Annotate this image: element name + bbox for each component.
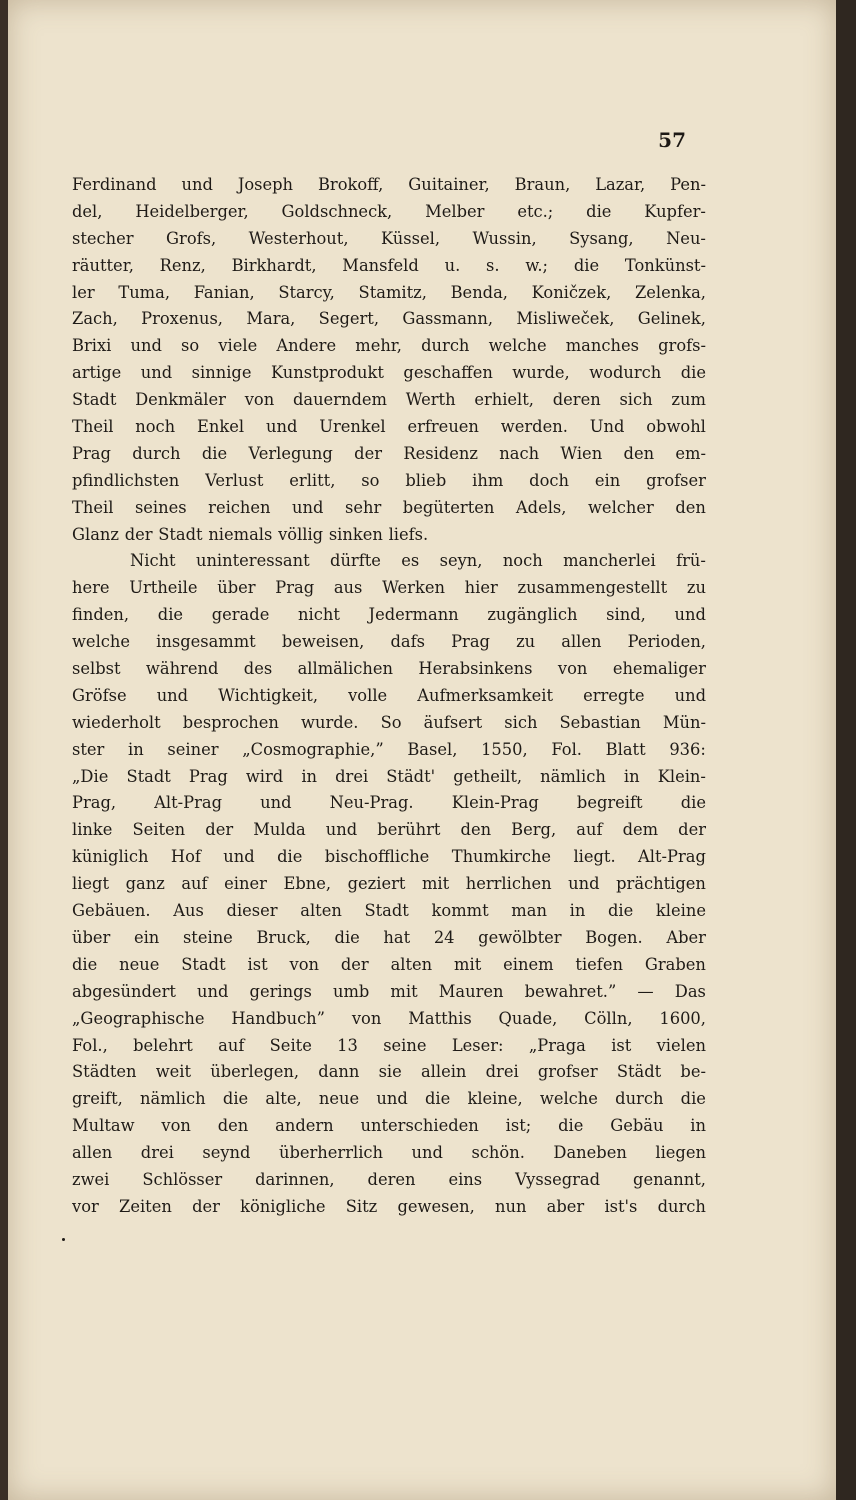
text-line: küniglich Hof und die bischoffliche Thumkirche liegt. Alt-Prag [72,847,706,867]
text-line: „Geographische Handbuch” von Matthis Quade, Cölln, 1600, [72,1008,706,1028]
ink-dot [62,1238,65,1241]
page-number: 57 [658,128,686,152]
text-line: Gebäuen. Aus dieser alten Stadt kommt man in die kleine [72,901,706,921]
text-line: Theil seines reichen und sehr begüterten Adels, welcher den [72,497,706,517]
text-line: ster in seiner „Cosmographie,” Basel, 1550, Fol. Blatt 936: [72,739,706,759]
text-line: artige und sinnige Kunstprodukt geschaffen wurde, wodurch die [72,363,706,383]
text-line: Ferdinand und Joseph Brokoff, Guitainer, Braun, Lazar, Pen- [72,175,706,194]
text-line: Brixi und so viele Andere mehr, durch welche manches grofs- [72,336,706,356]
text-line: linke Seiten der Mulda und berührt den Berg, auf dem der [72,820,706,840]
text-line: allen drei seynd überherrlich und schön. Daneben liegen [72,1143,706,1163]
text-line: Städten weit überlegen, dann sie allein drei grofser Städt be- [72,1062,706,1082]
text-line: vor Zeiten der königliche Sitz gewesen, nun aber ist's durch [72,1196,706,1216]
text-line: wiederholt besprochen wurde. So äufsert sich Sebastian Mün- [72,712,706,732]
text-line: Fol., belehrt auf Seite 13 seine Leser: „Praga ist vielen [72,1035,706,1055]
text-line: Stadt Denkmäler von dauerndem Werth erhielt, deren sich zum [72,390,706,410]
text-line: Theil noch Enkel und Urenkel erfreuen werden. Und obwohl [72,417,706,437]
text-line: selbst während des allmälichen Herabsinkens von ehemaliger [72,659,706,679]
text-line: Multaw von den andern unterschieden ist; die Gebäu in [72,1116,706,1136]
text-line: „Die Stadt Prag wird in drei Städt' getheilt, nämlich in Klein- [72,766,706,786]
text-line: Gröfse und Wichtigkeit, volle Aufmerksamkeit erregte und [72,685,706,705]
text-line: pfindlichsten Verlust erlitt, so blieb ihm doch ein grofser [72,470,706,490]
text-line: stecher Grofs, Westerhout, Küssel, Wussin, Sysang, Neu- [72,228,706,248]
text-line: abgesündert und gerings umb mit Mauren bewahret.” — Das [72,981,706,1001]
paragraph-end-line: Glanz der Stadt niemals völlig sinken liefs. [72,524,429,544]
text-line: über ein steine Bruck, die hat 24 gewölbter Bogen. Aber [72,927,706,947]
text-line: Zach, Proxenus, Mara, Segert, Gassmann, Misliweček, Gelinek, [72,309,706,329]
body-text [72,172,706,1221]
text-line: räutter, Renz, Birkhardt, Mansfeld u. s. w.; die Tonkünst- [72,255,706,275]
text-line: Prag, Alt-Prag und Neu-Prag. Klein-Prag begreift die [72,793,706,813]
book-binding-edge [836,0,856,1500]
text-line: greift, nämlich die alte, neue und die kleine, welche durch die [72,1089,706,1109]
text-line: here Urtheile über Prag aus Werken hier zusammengestellt zu [72,578,706,598]
paragraph-start-line: Nicht uninteressant dürfte es seyn, noch mancherlei frü- [130,551,706,571]
book-page [8,0,836,1500]
text-line: welche insgesammt beweisen, dafs Prag zu allen Perioden, [72,632,706,652]
text-line: zwei Schlösser darinnen, deren eins Vyssegrad genannt, [72,1169,706,1189]
text-line: finden, die gerade nicht Jedermann zugänglich sind, und [72,605,706,625]
text-line: liegt ganz auf einer Ebne, geziert mit herrlichen und prächtigen [72,874,706,894]
text-line: Prag durch die Verlegung der Residenz nach Wien den em- [72,443,706,463]
text-line: del, Heidelberger, Goldschneck, Melber etc.; die Kupfer- [72,201,706,221]
text-line: ler Tuma, Fanian, Starcy, Stamitz, Benda, Koničzek, Zelenka, [72,282,706,302]
text-line: die neue Stadt ist von der alten mit einem tiefen Graben [72,954,706,974]
